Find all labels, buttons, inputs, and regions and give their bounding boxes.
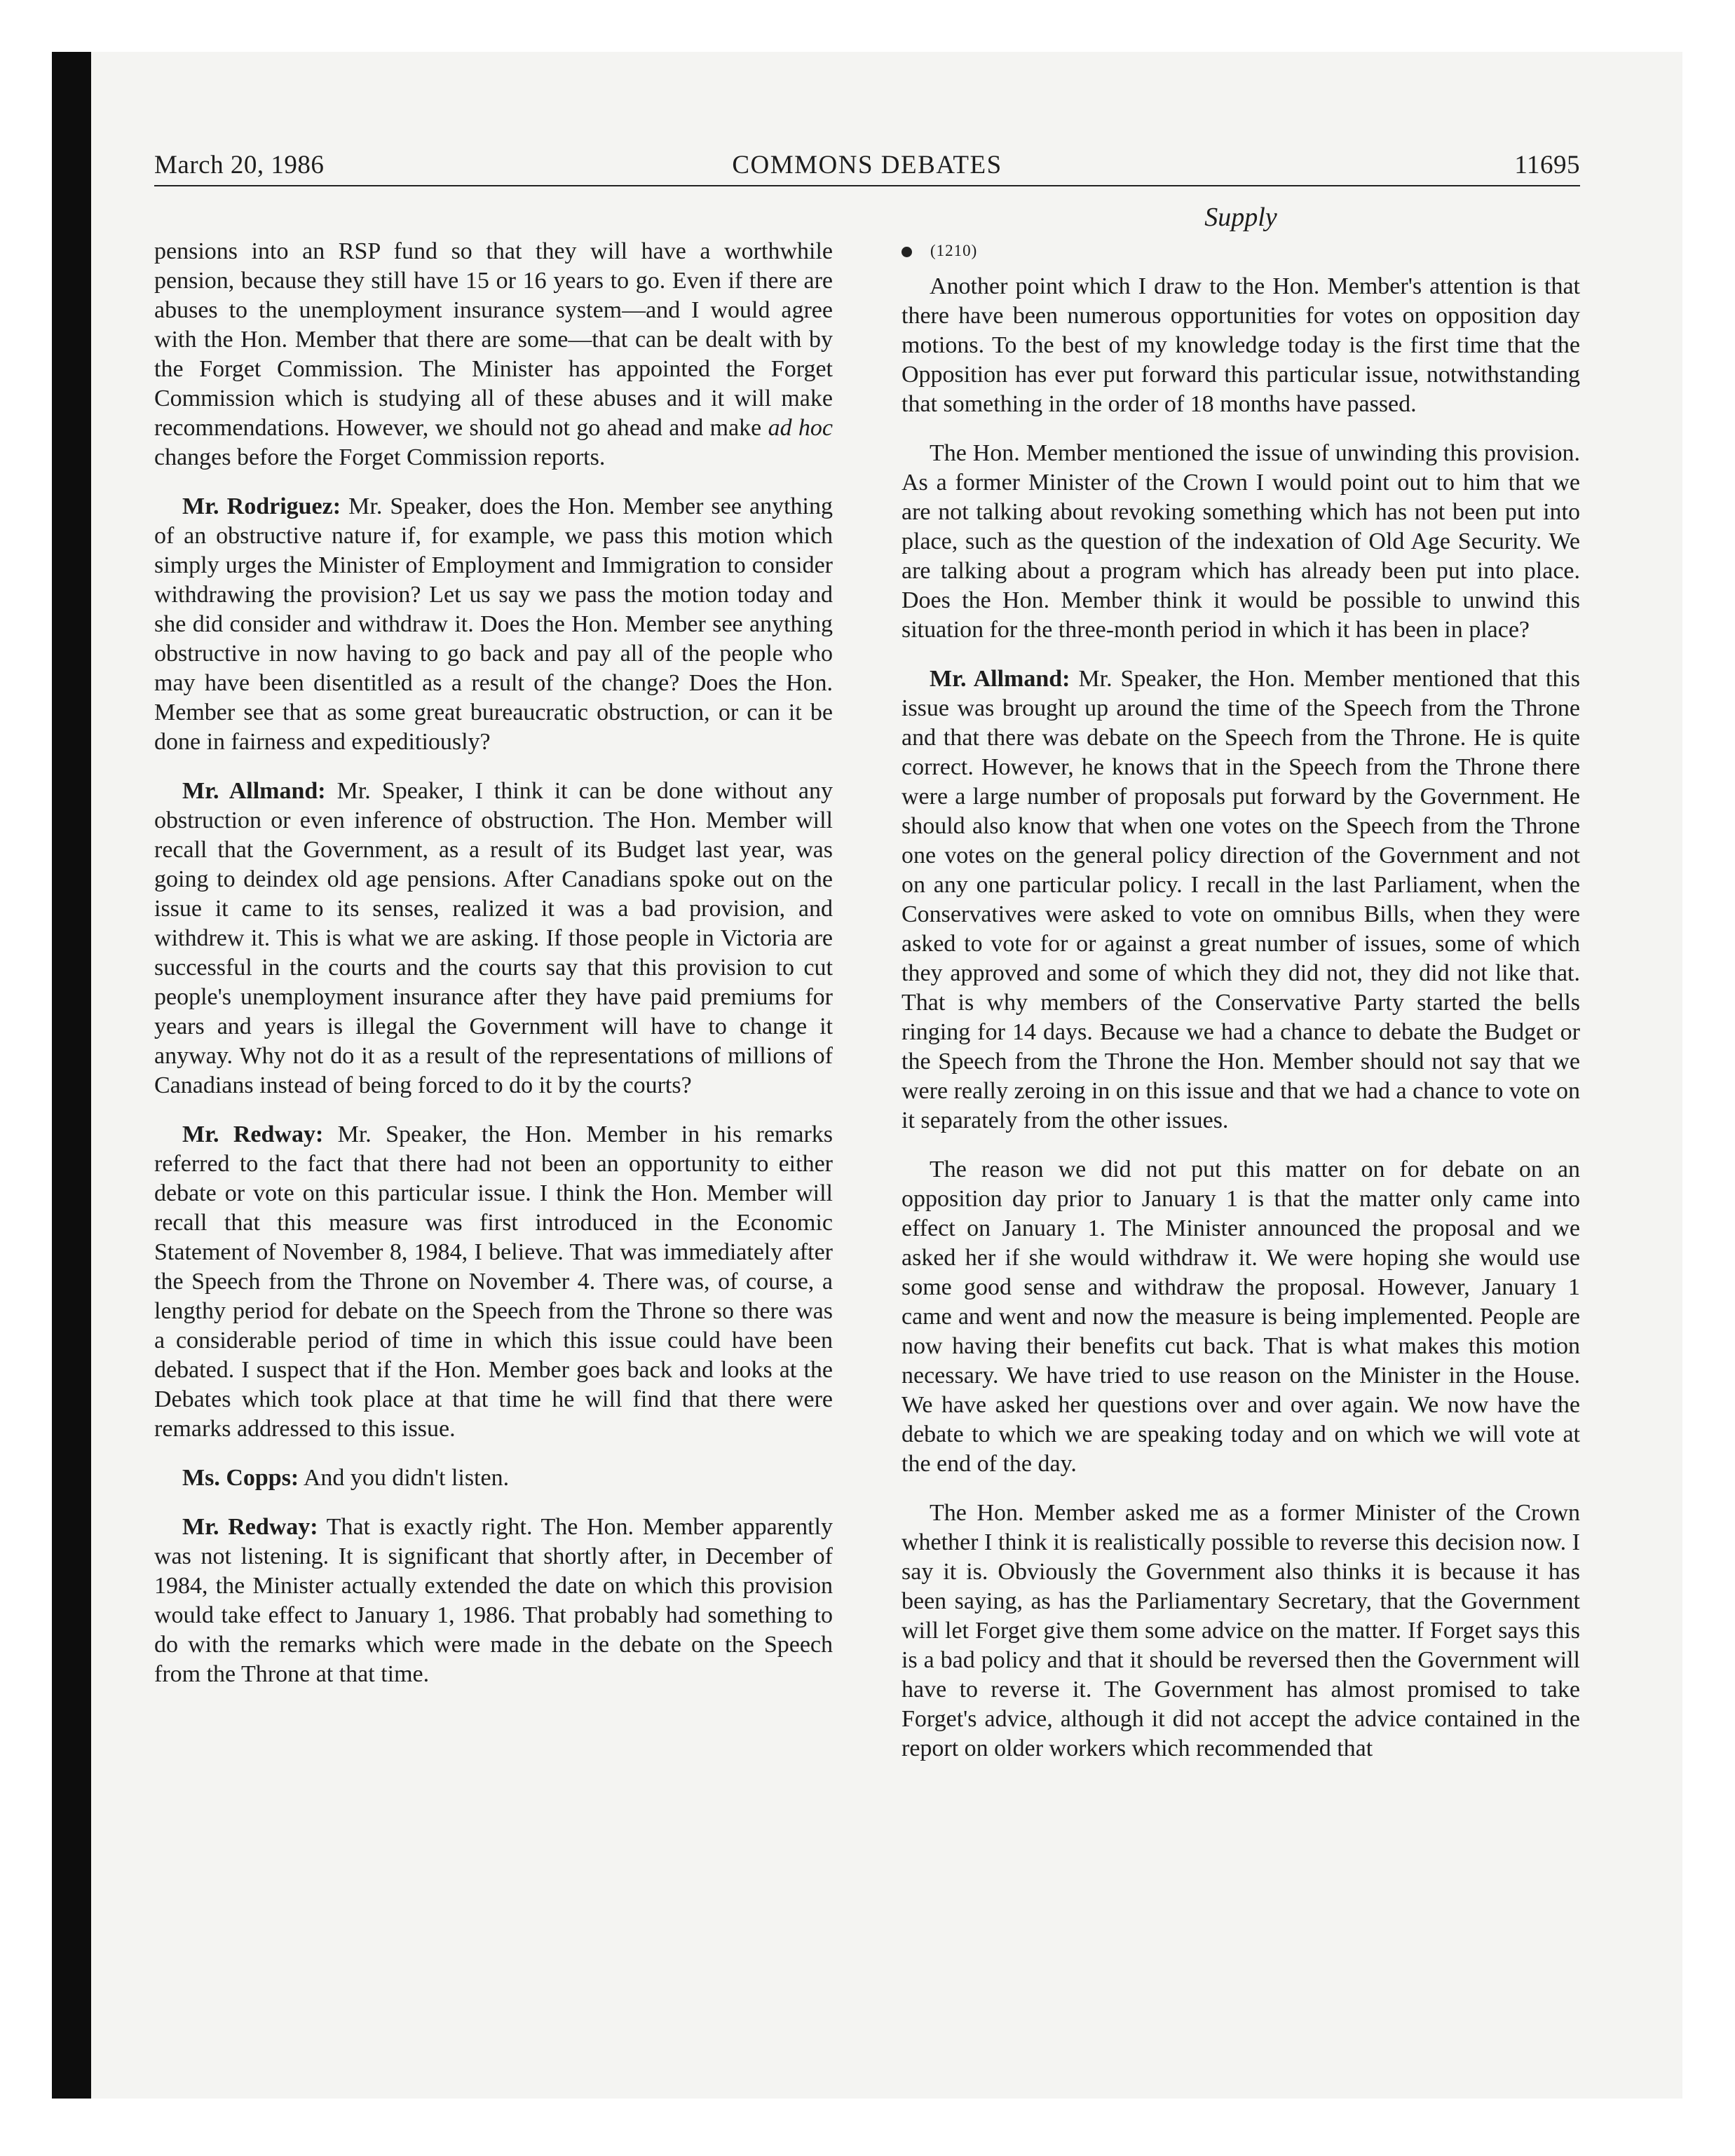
bullet-icon [901,247,912,257]
header-rule [154,185,1580,186]
left-column [154,237,833,1709]
running-head [154,150,1580,188]
paragraph: The Hon. Member mentioned the issue of unwinding this provision. As a former Minister of the Crown I would point out to him that we are not talking about revoking something which has not been put into place, such as the question of the indexation of Old Age Security. We are talking about a program which has already been put into place. Does the Hon. Member think it would be possible to unwind this situation for the three-month period in which it has been in place? [901,440,1580,643]
speech: Mr. Redway: That is exactly right. The Hon. Member apparently was not listening. It is significant that shortly after, in December of 1984, the Minister actually extended the date on which this provision would take effect to January 1, 1986. That probably had something to do with the remarks which were made in the debate on the Speech from the Throne at that time. [154,1514,833,1687]
scan-edge [52,52,91,2099]
speech: Mr. Redway: Mr. Speaker, the Hon. Member in his remarks referred to the fact that there had not been an opportunity to either debate or vote on this particular issue. I think the Hon. Member will recall that this measure was first introduced in the Economic Statement of November 8, 1984, I believe. That was immediately after the Speech from the Throne on November 4. There was, of course, a lengthy period for debate on the Speech from the Throne so there was a considerable period of time in which this issue could have been debated. I suspect that if the Hon. Member goes back and looks at the Debates which took place at that time he will find that there were remarks addressed to this issue. [154,1121,833,1442]
paragraph: pensions into an RSP fund so that they will have a worthwhile pension, because they still have 15 or 16 years to go. Even if there are abuses to the unemployment insurance system—and I would agree with the Hon. Member that there are some—that can be dealt with by the Forget Commission. The Minister has appointed the Forget Commission which is studying all of these abuses and it will make recommendations. However, we should not go ahead and make ad hoc changes before the Forget Commission reports. [154,238,834,470]
speaker-name: Mr. Rodriguez: [182,493,341,519]
speaker-name: Mr. Redway: [182,1514,318,1540]
paragraph: The Hon. Member asked me as a former Minister of the Crown whether I think it is realistically possible to reverse this decision now. I say it is. Obviously the Government also thinks it is because it has been saying, as has the Parliamentary Secretary, that the Government will let Forget give them some advice on the matter. If Forget says this is a bad policy and that it should be reversed then the Government will have to reverse it. The Government has almost promised to take Forget's advice, although it did not accept the advice contained in the report on older workers which recommended that [901,1500,1580,1761]
speaker-name: Mr. Redway: [182,1121,324,1147]
paragraph: Another point which I draw to the Hon. Member's attention is that there have been numerous opportunities for votes on opposition day motions. To the best of my knowledge today is the first time that the Opposition has ever put forward this particular issue, notwithstanding that something in the order of 18 months have passed. [901,273,1580,417]
speaker-name: Mr. Allmand: [182,778,326,804]
time-marker: (1210) [901,237,1580,265]
speaker-name: Mr. Allmand: [930,666,1070,692]
speech: Mr. Allmand: Mr. Speaker, the Hon. Member mentioned that this issue was brought up around the time of the Speech from the Throne and that there was debate on the Speech from the Throne. He is quite correct. However, he knows that in the Speech from the Throne there were a large number of proposals put forward by the Government. He should also know that when one votes on the Speech from the Throne one votes on the general policy direction of the Government and not on any one particular policy. I recall in the last Parliament, when the Conservatives were asked to vote on omnibus Bills, when they were asked to vote for or against a great number of issues, some of which they approved and some of which they did not, they did not like that. That is why members of the Conservative Party started the bells ringing for 14 days. Because we had a chance to debate the Budget or the Speech from the Throne the Hon. Member should not say that we were really zeroing in on this issue and that we had a chance to vote on it separately from the other issues. [901,666,1581,1133]
header-publication: COMMONS DEBATES [732,151,1002,179]
speech: Mr. Allmand: Mr. Speaker, I think it can be done without any obstruction or even inference of obstruction. The Hon. Member will recall that the Government, as a result of its Budget last year, was going to deindex old age pensions. After Canadians spoke out on the issue it came to its senses, realized it was a bad provision, and withdrew it. This is what we are asking. If those people in Victoria are successful in the courts and the courts say that this provision to cut people's unemployment insurance after they have paid premiums for years and years is illegal the Government will have to change it anyway. Why not do it as a result of the representations of millions of Canadians instead of being forced to do it by the courts? [154,778,834,1098]
section-title: Supply [1204,203,1277,232]
paragraph: The reason we did not put this matter on for debate on an opposition day prior to January 1 is that the matter only came into effect on January 1. The Minister announced the proposal and we asked her if she would withdraw it. We were hoping she would use some good sense and withdraw the proposal. However, January 1 came and went and now the measure is being implemented. People are now having their benefits cut back. That is what makes this motion necessary. We have tried to use reason on the Minister in the House. We have asked her questions over and over again. We now have the debate to which we are speaking today and on which we will vote at the end of the day. [901,1157,1580,1477]
speech: Mr. Rodriguez: Mr. Speaker, does the Hon. Member see anything of an obstructive nature if, for example, we pass this motion which simply urges the Minister of Employment and Immigration to consider withdrawing the provision? Let us say we pass the motion today and she did consider and withdraw it. Does the Hon. Member see anything obstructive in now having to go back and pay all of the people who may have been disentitled as a result of the change? Does the Hon. Member see that as some great bureaucratic obstruction, or can it be done in fairness and expeditiously? [154,493,833,755]
speech: Ms. Copps: And you didn't listen. [182,1465,510,1491]
document-page [91,52,1682,2099]
right-column [901,237,1580,1783]
speaker-name: Ms. Copps: [182,1465,299,1491]
header-date: March 20, 1986 [154,151,325,179]
italic-phrase: ad hoc [768,415,834,441]
header-page-number: 11695 [1514,151,1580,179]
